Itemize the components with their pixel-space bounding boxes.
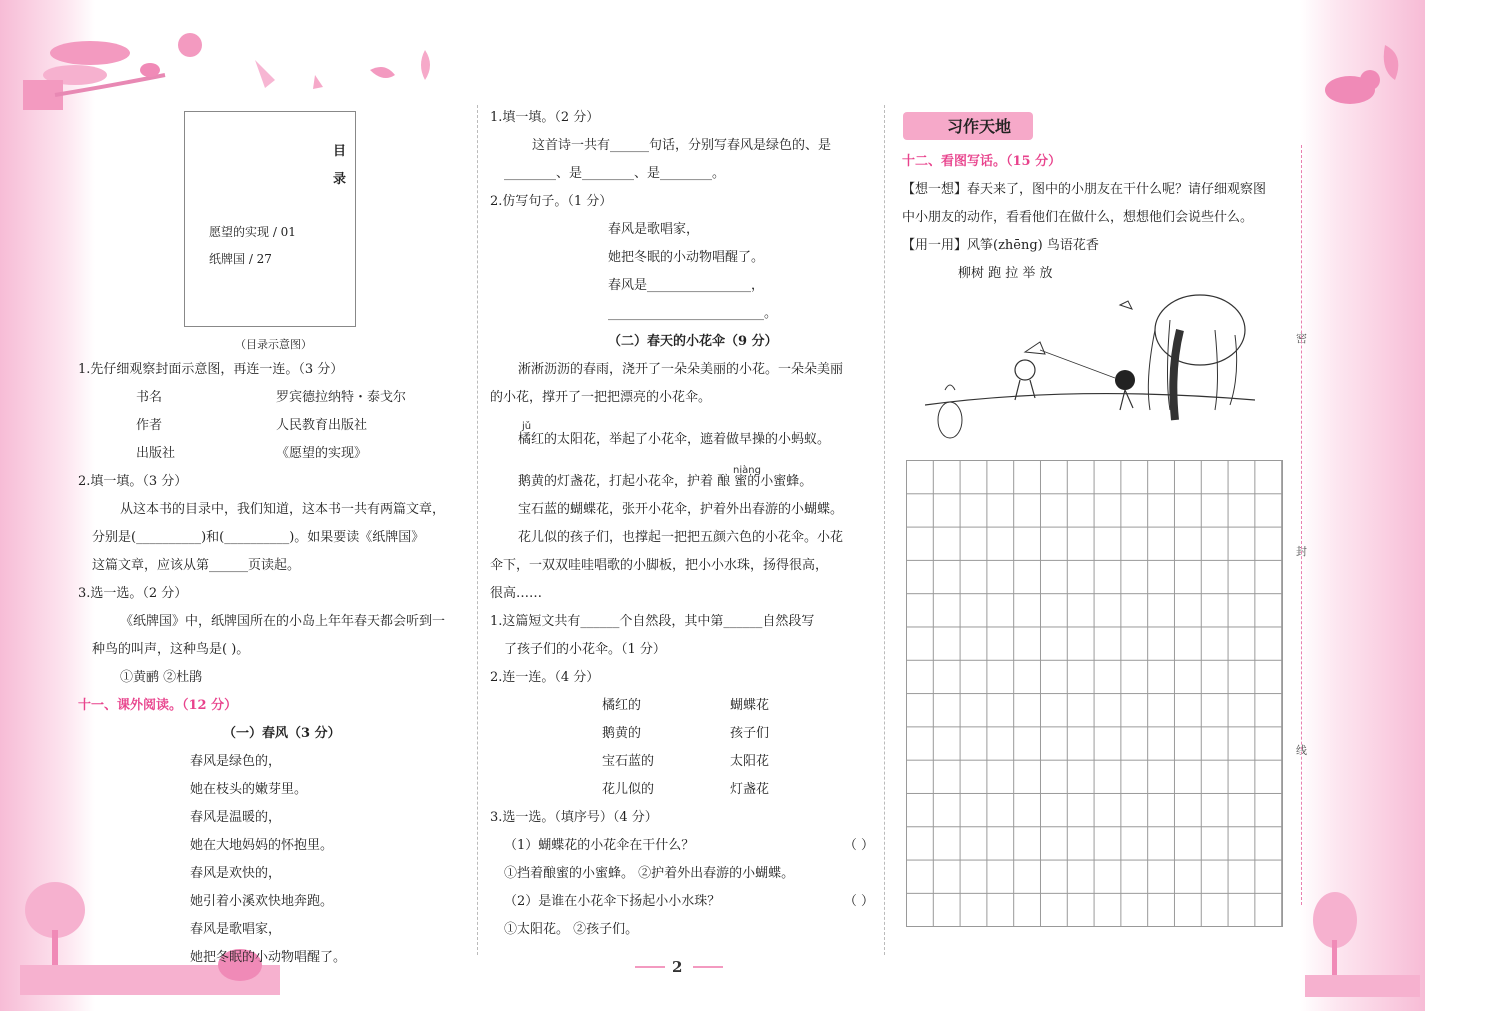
match-right: 灯盏花 xyxy=(730,782,770,797)
question-3: 3.选一选。（2 分） xyxy=(78,586,188,601)
q1-line: 了孩子们的小花伞。（1 分） xyxy=(504,642,666,657)
question-3: 3.选一选。（填序号）（4 分） xyxy=(490,810,658,825)
match-left: 花儿似的 xyxy=(602,782,655,797)
pinyin-annotation: niàng xyxy=(733,465,761,476)
toc-item: 愿望的实现 / 01 xyxy=(209,225,296,239)
question-2: 2.填一填。（3 分） xyxy=(78,474,188,489)
poem-line: 她引着小溪欢快地奔跑。 xyxy=(190,894,334,909)
poem-line: 她在大地妈妈的怀抱里。 xyxy=(190,838,334,853)
toc-illustration xyxy=(184,111,356,327)
question-1: 1.这篇短文共有______个自然段，其中第______自然段写 xyxy=(490,614,815,629)
writing-grid[interactable] xyxy=(906,460,1283,927)
passage-title: （二）春天的小花伞（9 分） xyxy=(608,334,778,349)
poem-title: （一）春风（3 分） xyxy=(223,726,341,741)
m1-line: 这首诗一共有______句话，分别写春风是绿色的、是 xyxy=(532,138,832,153)
passage-line: 伞下，一双双哇哇唱歌的小脚板，把小小水珠，扬得很高， xyxy=(490,558,829,573)
toc-item: 纸牌国 / 27 xyxy=(209,252,272,266)
q2-line: 分别是(__________)和(__________)。如果要读《纸牌国》 xyxy=(92,530,425,545)
column-divider xyxy=(477,105,478,955)
answer-paren: （ ） xyxy=(843,838,874,853)
match-right: 人民教育出版社 xyxy=(276,418,368,433)
passage-line: 的小花，撑开了一把把漂亮的小花伞。 xyxy=(490,390,712,405)
section-badge xyxy=(903,112,1033,140)
footer-decoration xyxy=(635,966,665,968)
match-left: 书名 xyxy=(136,390,163,405)
passage-line: 淅淅沥沥的春雨，浇开了一朵朵美丽的小花。一朵朵美丽 xyxy=(518,362,844,377)
q3-sub: （2）是谁在小花伞下扬起小小水珠？ xyxy=(504,894,721,909)
passage-line: 鹅黄的灯盏花，打起小花伞，护着 酿 蜜的小蜜蜂。 xyxy=(518,474,813,489)
answer-paren: （ ） xyxy=(843,894,874,909)
m2-line: 她把冬眠的小动物唱醒了。 xyxy=(608,250,765,265)
q3-options: ①黄鹂 ②杜鹃 xyxy=(120,670,203,685)
passage-line: 橘红的太阳花，举起了小花伞，遮着做早操的小蚂蚁。 xyxy=(518,432,831,447)
match-left: 出版社 xyxy=(136,446,176,461)
match-right: 太阳花 xyxy=(730,754,770,769)
prompt-think: 【想一想】春天来了，图中的小朋友在干什么呢？请仔细观察图 xyxy=(902,182,1267,197)
question-1: 1.填一填。（2 分） xyxy=(490,110,600,125)
poem-line: 春风是歌唱家， xyxy=(190,922,282,937)
toc-title-b: 录 xyxy=(333,172,347,187)
seal-mark: 密 xyxy=(1296,332,1307,345)
q2-line: 这篇文章，应该从第______页读起。 xyxy=(92,558,301,573)
page-number: 2 xyxy=(672,958,683,976)
section-11-heading: 十一、课外阅读。（12 分） xyxy=(78,698,238,713)
outer-margin xyxy=(1425,0,1500,1011)
match-right: 蝴蝶花 xyxy=(730,698,770,713)
footer-decoration xyxy=(693,966,723,968)
middle-column xyxy=(490,104,880,944)
bird-decoration xyxy=(1300,25,1425,115)
poem-line: 春风是绿色的， xyxy=(190,754,282,769)
binding-line xyxy=(1301,145,1302,905)
toc-caption: （目录示意图） xyxy=(235,338,312,351)
word-bank: 柳树 跑 拉 举 放 xyxy=(958,266,1053,281)
question-2: 2.连一连。（4 分） xyxy=(490,670,600,685)
match-right: 孩子们 xyxy=(730,726,770,741)
poem-line: 春风是欢快的， xyxy=(190,866,282,881)
passage-line: 宝石蓝的蝴蝶花，张开小花伞，护着外出春游的小蝴蝶。 xyxy=(518,502,844,517)
match-left: 作者 xyxy=(136,418,163,433)
kite-flying-illustration xyxy=(925,290,1255,450)
badge-label: 习作天地 xyxy=(947,117,1012,136)
prompt-think: 中小朋友的动作，看看他们在做什么，想想他们会说些什么。 xyxy=(902,210,1254,225)
column-divider xyxy=(884,105,885,955)
poem-line: 她把冬眠的小动物唱醒了。 xyxy=(190,950,347,965)
q2-line: 从这本书的目录中，我们知道，这本书一共有两篇文章， xyxy=(120,502,446,517)
q3-line: 种鸟的叫声，这种鸟是( )。 xyxy=(92,642,250,657)
section-12-heading: 十二、看图写话。（15 分） xyxy=(902,154,1062,169)
right-column xyxy=(902,148,1292,288)
prompt-use: 【用一用】风筝(zhēng) 鸟语花香 xyxy=(902,238,1099,253)
question-2: 2.仿写句子。（1 分） xyxy=(490,194,613,209)
passage-line: 很高…… xyxy=(490,586,543,601)
landscape-decoration-right xyxy=(1300,880,1425,1000)
match-left: 橘红的 xyxy=(602,698,642,713)
m2-line: ________________________。 xyxy=(608,306,778,321)
left-column xyxy=(78,356,468,972)
q3-options: ①太阳花。 ②孩子们。 xyxy=(504,922,639,937)
seal-mark: 封 xyxy=(1296,545,1307,558)
match-left: 鹅黄的 xyxy=(602,726,642,741)
q3-line: 《纸牌国》中，纸牌国所在的小岛上年年春天都会听到一 xyxy=(120,614,446,629)
q3-options: ①挡着酿蜜的小蜜蜂。 ②护着外出春游的小蝴蝶。 xyxy=(504,866,795,881)
tree-bird-decoration xyxy=(15,25,495,115)
pinyin-annotation: jǔ xyxy=(522,421,532,432)
m2-line: 春风是________________， xyxy=(608,278,765,293)
poem-line: 她在枝头的嫩芽里。 xyxy=(190,782,308,797)
right-decor-border xyxy=(1300,0,1425,1011)
match-left: 宝石蓝的 xyxy=(602,754,655,769)
question-1: 1.先仔细观察封面示意图，再连一连。（3 分） xyxy=(78,362,344,377)
m1-line: ________、是________、是________。 xyxy=(504,166,726,181)
passage-line: 花儿似的孩子们，也撑起一把把五颜六色的小花伞。小花 xyxy=(518,530,844,545)
q3-sub: （1）蝴蝶花的小花伞在干什么？ xyxy=(504,838,695,853)
seal-mark: 线 xyxy=(1296,744,1307,757)
toc-title-a: 目 xyxy=(333,144,347,159)
match-right: 罗宾德拉纳特・泰戈尔 xyxy=(276,390,407,405)
match-right: 《愿望的实现》 xyxy=(276,446,368,461)
poem-line: 春风是温暖的， xyxy=(190,810,282,825)
m2-line: 春风是歌唱家， xyxy=(608,222,700,237)
